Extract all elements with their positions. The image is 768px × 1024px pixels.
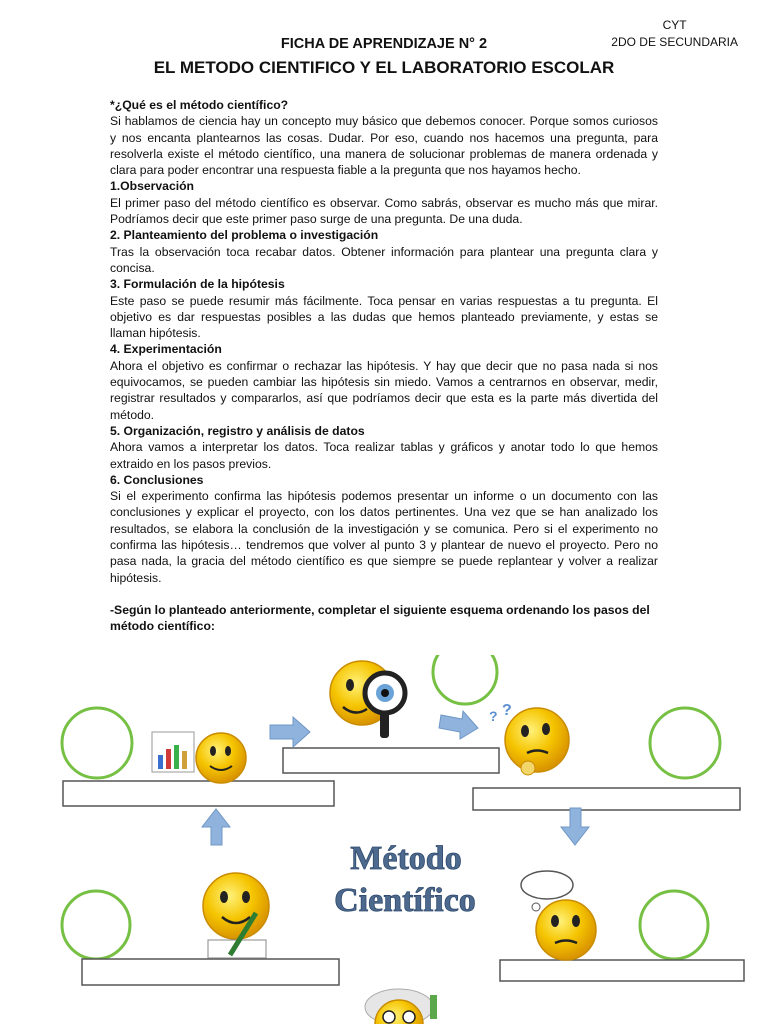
- step-3-heading: 3. Formulación de la hipótesis: [110, 277, 285, 292]
- smiley-writing-icon: [203, 873, 269, 958]
- step-5-heading: 5. Organización, registro y análisis de datos: [110, 423, 365, 438]
- smiley-chart-icon: [152, 732, 246, 783]
- smiley-scientist-icon: [365, 989, 437, 1024]
- step-5-text: Ahora vamos a interpretar los datos. Toca realizar tablas y gráficos y anotar todo lo que hemos extraido en los pasos previos.: [110, 440, 658, 471]
- answer-box-1[interactable]: [63, 781, 334, 806]
- document-body: [110, 97, 658, 635]
- svg-text:?: ?: [502, 702, 512, 719]
- answer-box-5[interactable]: [500, 960, 744, 981]
- step-6-heading: 6. Conclusiones: [110, 472, 204, 487]
- step-4-text: Ahora el objetivo es confirmar o rechazar las hipótesis. Y hay que decir que no pasa nada si nos equivocamos, se pueden cambiar las hipótesis sin miedo. Vamos a centrarnos en observar, medir, registrar resultados y compararlos, así que podríamos decir que esta es la parte más divertida del método.: [110, 358, 658, 422]
- smiley-thinking-icon: [521, 871, 596, 960]
- step-1-heading: 1.Observación: [110, 179, 194, 194]
- answer-box-2[interactable]: [283, 748, 499, 773]
- answer-circle-5[interactable]: [640, 891, 708, 959]
- step-6-text: Si el experimento confirma las hipótesis podemos presentar un informe o un documento con las conclusiones y explicar el proyecto, con los datos pertinentes. Una vez que se han analizado los resultados, se elabora la conclusión de la investigación y se comunica. Pero si el experimento no confirma las hipótesis… tendremos que volver al punto 3 y plantear de nuevo el proyecto. Pero no pasa nada, la gracia del método científico es que siempre se puede replantear y volver a realizar hipótesis.: [110, 489, 658, 585]
- arrow-down-icon: [561, 808, 589, 845]
- answer-box-3[interactable]: [473, 788, 740, 810]
- step-3-text: Este paso se puede resumir más fácilmente. Toca pensar en varias respuestas a tu pregunta. El objetivo es dar respuestas posibles a las dudas que hemos planteado previamente, y estas se llaman hipótesis.: [110, 293, 658, 341]
- answer-circle-4[interactable]: [62, 891, 130, 959]
- step-1-text: El primer paso del método científico es observar. Como sabrás, observar es mucho más que mirar. Podríamos decir que este primer paso surge de una pregunta. De una duda.: [110, 195, 658, 227]
- method-diagram: [0, 655, 768, 1024]
- svg-text:?: ?: [489, 708, 498, 724]
- step-4-heading: 4. Experimentación: [110, 342, 222, 357]
- arrow-right-icon: [439, 711, 478, 739]
- answer-box-4[interactable]: [82, 959, 339, 985]
- page-title: EL METODO CIENTIFICO Y EL LABORATORIO ESCOLAR: [153, 58, 615, 77]
- instruction-text: -Según lo planteado anteriormente, completar el siguiente esquema ordenando los pasos del método científico:: [110, 602, 650, 634]
- answer-circle-1[interactable]: [62, 708, 132, 778]
- worksheet-number: FICHA DE APRENDIZAJE N° 2: [280, 36, 488, 52]
- smiley-magnifier-icon: [330, 661, 405, 738]
- grade-label: 2DO DE SECUNDARIA: [611, 35, 738, 49]
- step-2-text: Tras la observación toca recabar datos. Obtener información para plantear una pregunta clara y concisa.: [110, 244, 658, 275]
- diagram-title-line2: Científico: [334, 882, 476, 919]
- smiley-question-icon: [489, 702, 569, 775]
- answer-circle-2[interactable]: [433, 655, 497, 704]
- arrow-up-icon: [202, 809, 230, 845]
- arrow-right-icon: [270, 717, 310, 747]
- intro-paragraph: Si hablamos de ciencia hay un concepto muy básico que debemos conocer. Porque somos curiosos y nos encanta plantearnos las cosas. Dudar. Por eso, cuando nos hacemos una pregunta, para resolverla existe el método científico, una manera de solucionar problemas de manera ordenada y clara para poder encontrar una respuesta fiable a la pregunta que nos hayamos hecho.: [110, 114, 658, 178]
- answer-circle-3[interactable]: [650, 708, 720, 778]
- subject-label: CYT: [662, 18, 687, 32]
- step-2-heading: 2. Planteamiento del problema o investigación: [110, 228, 379, 243]
- diagram-title-line1: Método: [350, 840, 462, 877]
- intro-question: *¿Qué es el método científico?: [110, 98, 289, 112]
